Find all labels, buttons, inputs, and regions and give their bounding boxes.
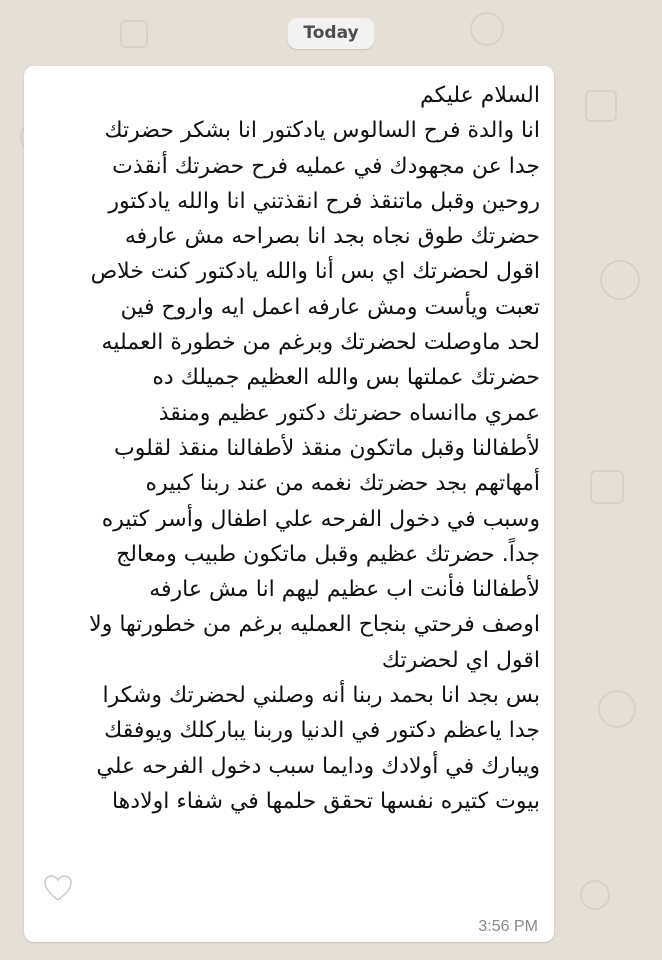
message-line: بس بجد انا بحمد ربنا أنه وصلني لحضرتك وشكرا [102, 683, 540, 709]
message-line: السلام عليكم [419, 83, 540, 108]
message-line: وسبب في دخول الفرحه علي اطفال وأسر كتيره [101, 506, 540, 532]
message-line: لأطفالنا فأنت اب عظيم ليهم انا مش عارفه [149, 577, 540, 603]
message-line: اقول اي لحضرتك [381, 647, 540, 673]
message-line: جدا ياعظم دكتور في الدنيا وربنا يباركلك ويوفقك [104, 718, 540, 744]
message-line: حضرتك عملتها بس والله العظيم جميلك ده [152, 365, 540, 391]
message-line: اوصف فرحتي بنجاح العمليه برغم من خطورتها ولا [89, 612, 540, 638]
message-line: حضرتك طوق نجاه بجد انا بصراحه مش عارفه [124, 224, 540, 250]
message-line: اقول لحضرتك اي بس أنا والله يادكتور كنت خلاص [90, 259, 540, 285]
message-line: جدا عن مجهودك في عمليه فرح حضرتك أنقذت [112, 153, 540, 179]
message-line: جداً. حضرتك عظيم وقبل ماتكون طبيب ومعالج [116, 541, 540, 567]
message-line: أمهاتهم بجد حضرتك نغمه من عند ربنا كبيره [145, 471, 540, 497]
message-line: بيوت كتيره نفسها تحقق حلمها في شفاء اولادها [111, 788, 540, 814]
message-bubble[interactable] [24, 66, 554, 942]
message-line: تعبت ويأست ومش عارفه اعمل ايه واروح فين [120, 294, 540, 320]
white-heart-icon[interactable] [42, 872, 74, 904]
message-line: انا والدة فرح السالوس يادكتور انا بشكر حضرتك [104, 118, 540, 144]
date-separator: Today [287, 18, 374, 49]
message-text [38, 78, 540, 819]
message-line: ويبارك في أولادك ودايما سبب دخول الفرحه علي [96, 753, 540, 779]
message-timestamp: 3:56 PM [478, 918, 538, 935]
message-line: عمري ماانساه حضرتك دكتور عظيم ومنقذ [158, 400, 540, 426]
message-line: لأطفالنا وقبل ماتكون منقذ لأطفالنا منقذ لقلوب [114, 435, 540, 461]
message-line: لحد ماوصلت لحضرتك وبرغم من خطورة العمليه [101, 330, 540, 356]
message-line: روحين وقبل ماتنقذ فرح انقذتني انا والله يادكتور [108, 188, 540, 214]
